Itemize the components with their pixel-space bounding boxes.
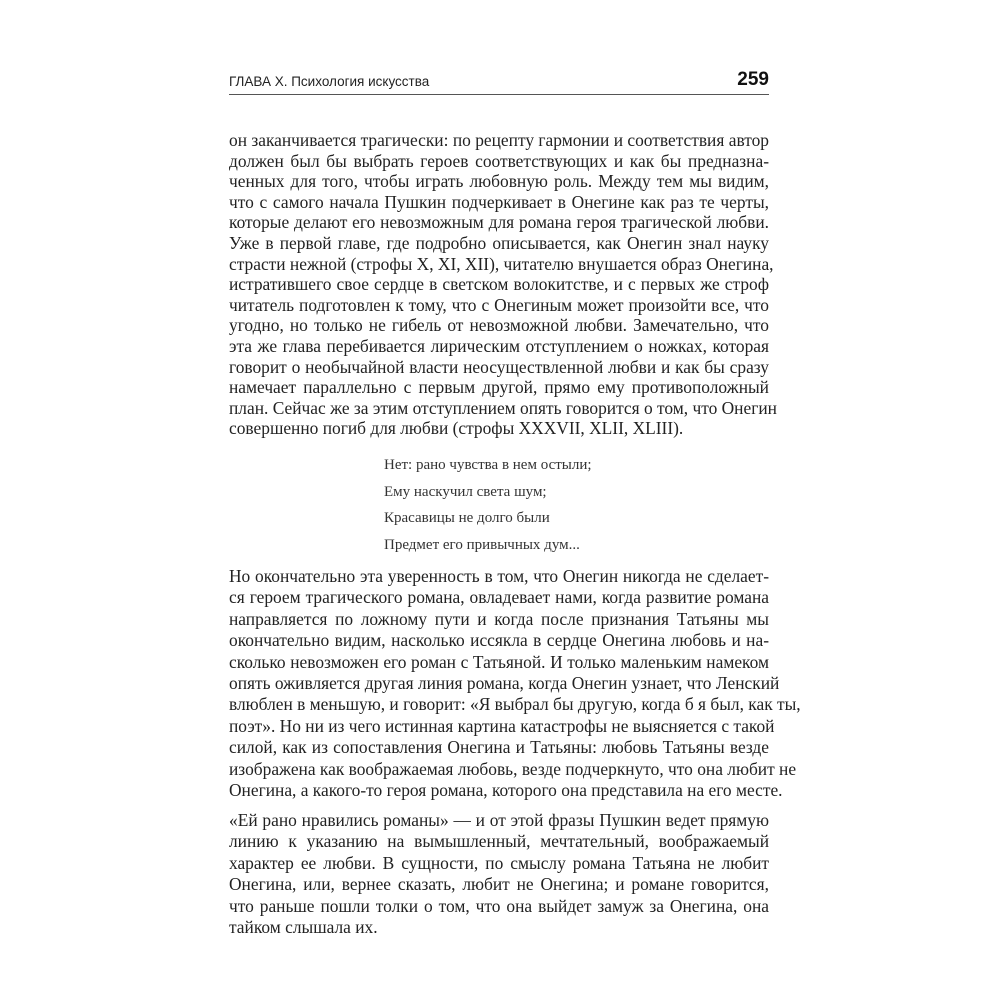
poem-line: Нет: рано чувства в нем остыли;	[384, 457, 592, 473]
poem-line: Красавицы не долго были	[384, 510, 550, 526]
paragraph-3	[229, 810, 769, 938]
page-number: 259	[737, 69, 769, 90]
text-line: опять оживляется другая линия романа, когда Онегин узнает, что Ленский	[229, 673, 780, 694]
text-line: Онегина, а какого-то героя романа, которого она представила на его месте.	[229, 780, 783, 801]
text-line: читатель подготовлен к тому, что с Онегиным может произойти все, что	[229, 294, 769, 315]
text-line: характер ее любви. В сущности, по смыслу романа Татьяна не любит	[229, 852, 769, 873]
text-line: эта же глава перебивается лирическим отступлением о ножках, которая	[229, 335, 769, 356]
running-header	[229, 70, 769, 95]
text-line: которые делают его невозможным для романа героя трагической любви.	[229, 212, 769, 233]
text-line: угодно, но только не гибель от невозможной любви. Замечательно, что	[229, 315, 769, 336]
paragraph-1	[229, 130, 777, 439]
text-line: Но окончательно эта уверенность в том, что Онегин никогда не сделает-	[229, 566, 769, 586]
text-line: направляется по ложному пути и когда после признания Татьяны мы	[229, 608, 769, 629]
poem-quote	[384, 452, 592, 558]
text-line: изображена как воображаемая любовь, везде подчеркнуто, что она любит не	[229, 758, 797, 779]
poem-line: Ему наскучил света шум;	[384, 483, 547, 500]
text-line: силой, как из сопоставления Онегина и Татьяны: любовь Татьяны везде	[229, 737, 769, 758]
text-line: «Ей рано нравились романы» — и от этой фразы Пушкин ведет прямую	[229, 810, 769, 830]
text-line: он заканчивается трагически: по рецепту гармонии и соответствия автор	[229, 130, 769, 150]
text-line: влюблен в меньшую, и говорит: «Я выбрал бы другую, когда б я был, как ты,	[229, 694, 801, 715]
text-line: совершенно погиб для любви (строфы XXXVII, XLII, XLIII).	[229, 418, 684, 439]
text-line: намечает параллельно с первым другой, прямо ему противоположный	[229, 377, 769, 398]
text-line: что раньше пошли толки о том, что она выйдет замуж за Онегина, она	[229, 895, 769, 916]
text-line: тайком слышала их.	[229, 917, 378, 938]
chapter-title: ГЛАВА X. Психология искусства	[229, 74, 430, 89]
text-line: что с самого начала Пушкин подчеркивает в Онегине как раз те черты,	[229, 191, 769, 212]
text-line: линию к указанию на вымышленный, мечтательный, воображаемый	[229, 831, 769, 852]
text-line: Уже в первой главе, где подробно описывается, как Онегин знал науку	[229, 232, 769, 253]
text-line: ченных для того, чтобы играть любовную роль. Между тем мы видим,	[229, 171, 769, 192]
text-line: ся героем трагического романа, овладевает нами, когда развитие романа	[229, 587, 769, 608]
text-line: страсти нежной (строфы X, XI, XII), читателю внушается образ Онегина,	[229, 253, 774, 274]
text-line: окончательно видим, насколько иссякла в сердце Онегина любовь и на-	[229, 630, 769, 651]
text-line: истратившего свое сердце в светском волокитстве, и с первых же строф	[229, 274, 769, 295]
text-line: сколько невозможен его роман с Татьяной. И только маленьким намеком	[229, 651, 769, 672]
text-line: поэт». Но ни из чего истинная картина катастрофы не выясняется с такой	[229, 715, 775, 736]
paragraph-2	[229, 566, 801, 801]
text-line: должен был бы выбрать героев соответствующих и как бы предназна-	[229, 150, 769, 171]
poem-line: Предмет его привычных дум...	[384, 536, 580, 553]
text-line: говорит о необычайной власти неосуществленной любви и как бы сразу	[229, 356, 769, 377]
text-line: Онегина, или, вернее сказать, любит не Онегина; и романе говорится,	[229, 874, 769, 895]
text-line: план. Сейчас же за этим отступлением опять говорится о том, что Онегин	[229, 397, 777, 418]
